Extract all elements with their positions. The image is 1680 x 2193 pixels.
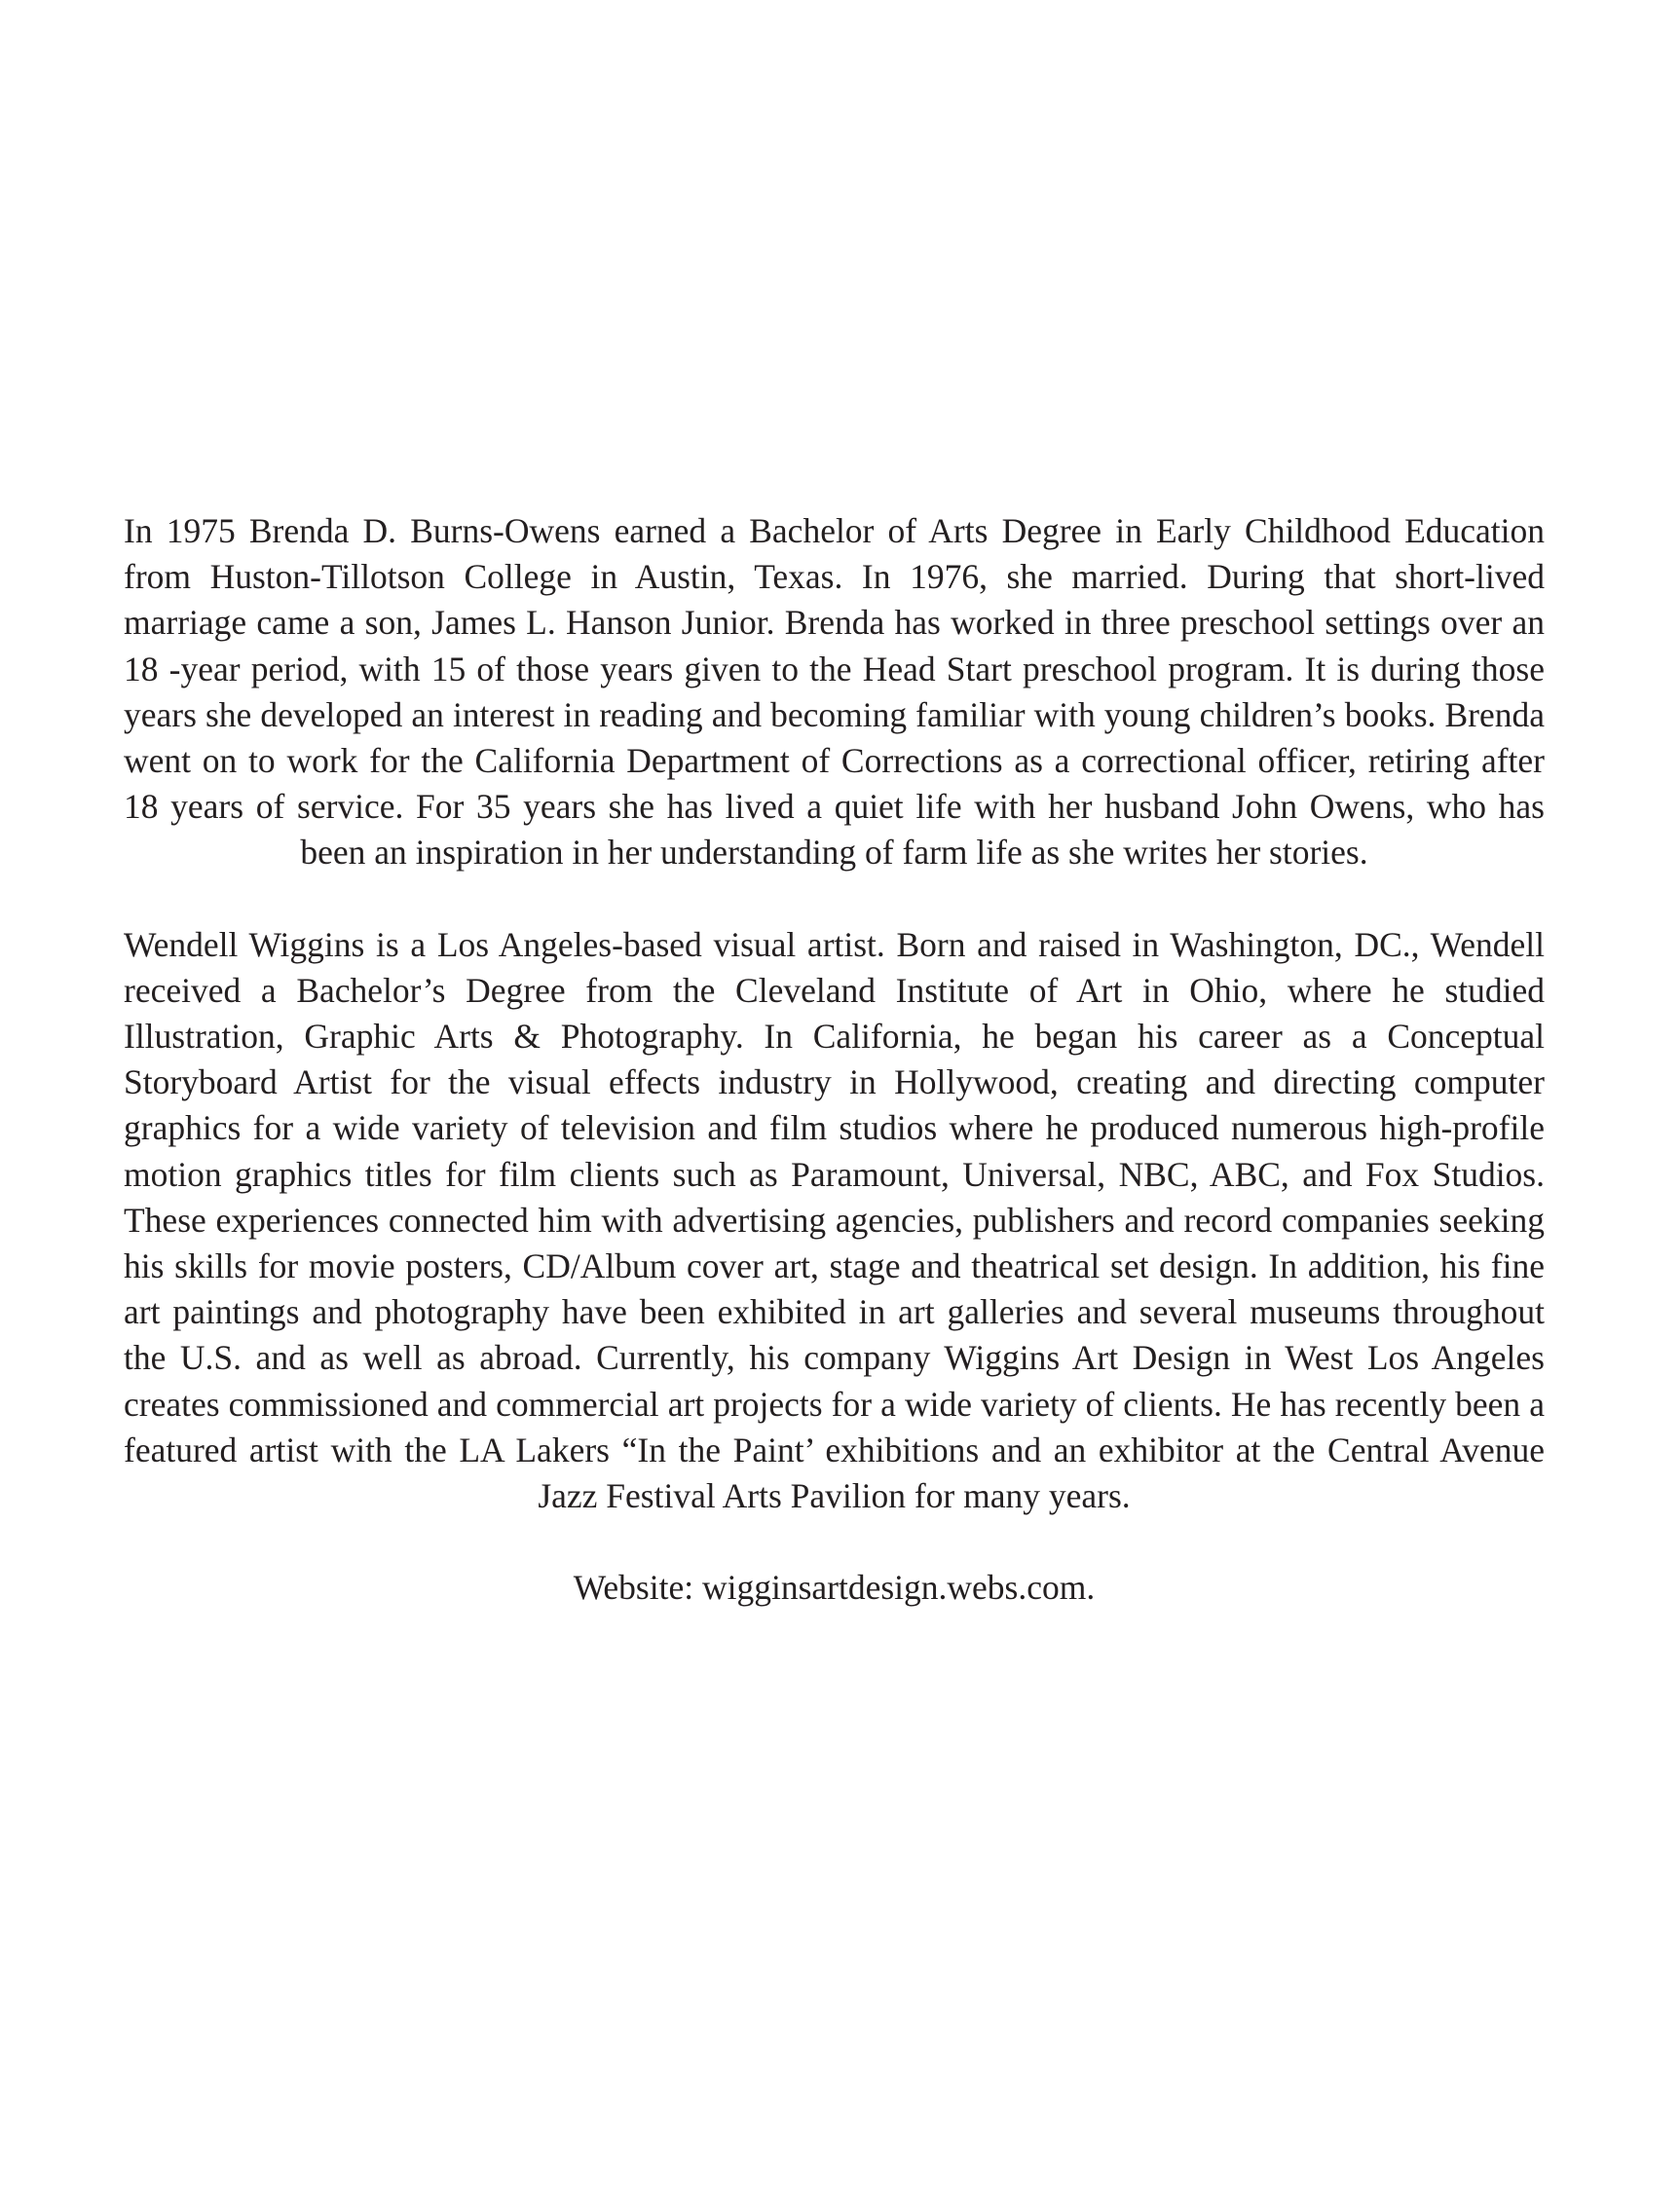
bio-content [124,508,1545,1611]
illustrator-bio-paragraph: Wendell Wiggins is a Los Angeles-based visual artist. Born and raised in Washington, DC., Wendell received a Bachelor’s Degree from the Cleveland Institute of Art in Ohio, where he studied Illustration, Graphic Arts & Photography. In California, he began his career as a Conceptual Storyboard Artist for the visual effects industry in Hollywood, creating and directing computer graphics for a wide variety of television and film studios where he produced numerous high-profile motion graphics titles for film clients such as Paramount, Universal, NBC, ABC, and Fox Studios. These experiences connected him with advertising agencies, publishers and record companies seeking his skills for movie posters, CD/Album cover art, stage and theatrical set design. In addition, his fine art paintings and photography have been exhibited in art galleries and several museums throughout the U.S. and as well as abroad. Currently, his company Wiggins Art Design in West Los Angeles creates commissioned and commercial art projects for a wide variety of clients. He has recently been a featured artist with the LA Lakers “In the Paint’ exhibitions and an exhibitor at the Central Avenue Jazz Festival Arts Pavilion for many years. [124,924,1545,1516]
website-line: Website: wigginsartdesign.webs.com. [573,1568,1096,1608]
author-bio-paragraph: In 1975 Brenda D. Burns-Owens earned a Bachelor of Arts Degree in Early Childhood Education from Huston-Tillotson College in Austin, Texas. In 1976, she married. During that short-lived marriage came a son, James L. Hanson Junior. Brenda has worked in three preschool settings over an 18 -year period, with 15 of those years given to the Head Start preschool program. It is during those years she developed an interest in reading and becoming familiar with young children’s books. Brenda went on to work for the California Department of Corrections as a correctional officer, retiring after 18 years of service. For 35 years she has lived a quiet life with her husband John Owens, who has been an inspiration in her understanding of farm life as she writes her stories. [124,511,1545,873]
